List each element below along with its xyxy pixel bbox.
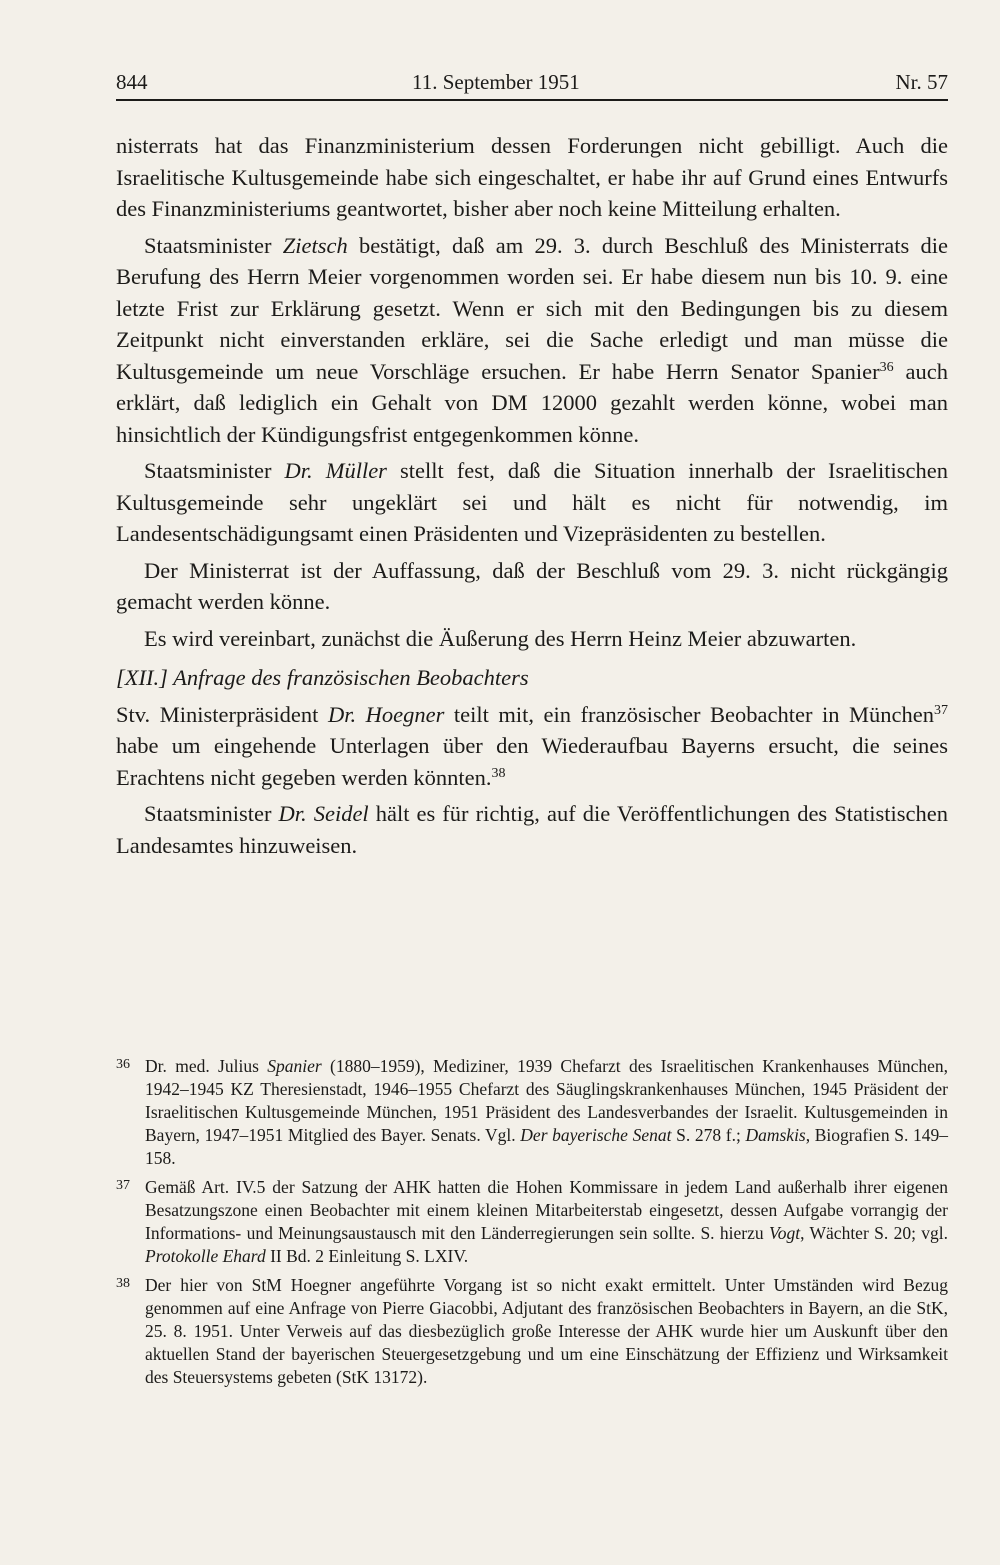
text-run: , Biografien S. 149–158. [145, 1125, 948, 1168]
italic-text: Vogt [768, 1223, 801, 1243]
issue-number: Nr. 57 [895, 70, 948, 94]
page-number: 844 [116, 70, 148, 94]
footnote [116, 1055, 948, 1170]
section-heading [116, 662, 948, 694]
text-run: teilt mit, ein französischer Beobachter in München [444, 701, 934, 727]
text-run: stellt fest, daß die Situation innerhalb der Israelitischen Kultusgemeinde sehr ungeklärt sei und hält es nicht für notwendig, im Landesentschädigungsamt einen Präsidenten und Vizepräsidenten zu bestellen. [116, 458, 948, 546]
paragraph [116, 230, 948, 451]
text-run: nisterrats hat das Finanzministerium dessen Forderungen nicht gebilligt. Auch die Israelitische Kultusgemeinde habe sich eingeschaltet, er habe ihr auf Grund eines Entwurfs des Finanzministeriums geantwortet, bisher aber noch keine Mitteilung erhalten. [116, 133, 948, 221]
text-run: habe um eingehende Unterlagen über den Wiederaufbau Bayerns ersucht, die seines Erachtens nicht gegeben werden könnten. [116, 733, 948, 790]
text-run: auch erklärt, daß lediglich ein Gehalt von DM 12000 gezahlt werden könne, wobei man hinsichtlich der Kündigungsfrist entgegenkommen könne. [116, 358, 948, 447]
footnote [116, 1176, 948, 1268]
text-run: S. 278 f.; [671, 1125, 746, 1145]
text-run: Staatsminister [144, 232, 283, 258]
italic-text: Dr. Müller [284, 458, 387, 483]
italic-text: Damskis [745, 1125, 806, 1145]
paragraph [116, 798, 948, 861]
text-run: Staatsminister [144, 458, 285, 483]
paragraph [116, 699, 948, 794]
paragraph [116, 130, 948, 225]
italic-text: Dr. Hoegner [327, 701, 445, 727]
footnote-number: 37 [116, 1178, 130, 1193]
header-date: 11. September 1951 [412, 70, 580, 94]
italic-text: Protokolle Ehard [145, 1246, 266, 1266]
text-run: (1880–1959), Mediziner, 1939 Chefarzt des Israelitischen Krankenhauses München, 1942–1945 KZ Theresienstadt, 1946–1955 Chefarzt des Säuglingskrankenhauses München, 1945 Präsident der Israelitischen Kultusgemeinde München, 1951 Präsident des Landesverbandes der Israelit. Kultusgemeinden in Bayern, 1947–1951 Mitglied des Bayer. Senats. Vgl. [145, 1056, 948, 1145]
paragraph [116, 623, 948, 655]
text-run: hält es für richtig, auf die Veröffentlichungen des Statistischen Landesamtes hinzuweisen. [116, 801, 948, 858]
header-rule [116, 99, 948, 101]
italic-text: [XII.] Anfrage des französischen Beobachters [116, 665, 529, 690]
paragraph [116, 455, 948, 550]
footnote-number: 36 [116, 1057, 130, 1072]
italic-text: Spanier [267, 1056, 322, 1076]
text-run: II Bd. 2 Einleitung S. LXIV. [265, 1246, 469, 1266]
main-text [116, 130, 948, 861]
footnote-text [145, 1055, 948, 1170]
text-run: bestätigt, daß am 29. 3. durch Beschluß des Ministerrats die Berufung des Herrn Meier vorgenommen worden sei. Er habe diesem nun bis 10. 9. eine letzte Frist zur Erklärung gesetzt. Wenn er sich mit den Bedingungen bis zu diesem Zeitpunkt nicht einverstanden erkläre, sei die Sache erledigt und man müsse die Kultusgemeinde um neue Vorschläge ersuchen. Er habe Herrn Senator Spanier [116, 232, 948, 384]
footnotes [116, 1055, 948, 1395]
text-run: Stv. Ministerpräsident [116, 701, 328, 727]
footnote-reference: 37 [933, 702, 948, 718]
footnote-reference: 36 [879, 359, 894, 375]
text-run: Staatsminister [144, 801, 279, 826]
text-run: Der hier von StM Hoegner angeführte Vorgang ist so nicht exakt ermittelt. Unter Umständen wird Bezug genommen auf eine Anfrage von Pierre Giacobbi, Adjutant des französischen Beobachters in Bayern, an die StK, 25. 8. 1951. Unter Verweis auf das diesbezüglich große Interesse der AHK wurde hier um Auskunft über den aktuellen Stand der bayerischen Steuergesetzgebung und um eine Einschätzung der Effizienz und Wirksamkeit des Steuersystems gebeten (StK 13172). [145, 1275, 948, 1387]
text-run: , Wächter S. 20; vgl. [800, 1223, 949, 1243]
italic-text: Der bayerische Senat [520, 1125, 672, 1145]
text-run: Es wird vereinbart, zunächst die Äußerung des Herrn Heinz Meier abzuwarten. [144, 625, 857, 651]
footnote-number: 38 [116, 1276, 130, 1291]
footnote-text [145, 1274, 948, 1389]
running-header [116, 66, 948, 100]
italic-text: Zietsch [282, 232, 348, 258]
footnote [116, 1274, 948, 1389]
text-run: Dr. med. Julius [145, 1056, 268, 1076]
text-run: Gemäß Art. IV.5 der Satzung der AHK hatten die Hohen Kommissare in jedem Land außerhalb ihrer eigenen Besatzungszone einen Beobachter mit einem kleinen Mitarbeiterstab eingesetzt, dessen Aufgabe vorrangig der Informations- und Meinungsaustausch mit den Länderregierungen sein sollte. S. hierzu [145, 1177, 948, 1243]
italic-text: Dr. Seidel [278, 801, 369, 826]
footnote-text [145, 1176, 948, 1268]
paragraph [116, 555, 948, 618]
footnote-reference: 38 [491, 765, 506, 781]
text-run: Der Ministerrat ist der Auffassung, daß der Beschluß vom 29. 3. nicht rückgängig gemacht werden könne. [116, 557, 948, 614]
